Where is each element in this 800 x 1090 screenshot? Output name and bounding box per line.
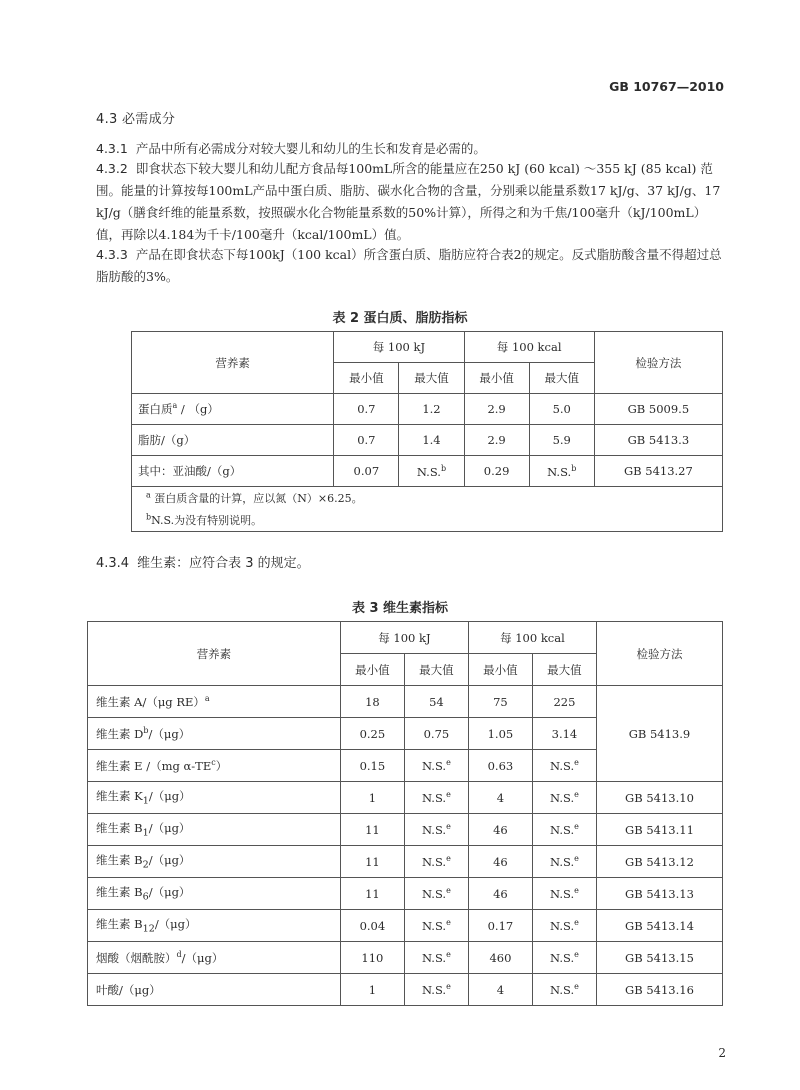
value-cell: N.S.$^e$	[404, 750, 468, 782]
header-max: 最大值	[399, 363, 464, 394]
table-row	[88, 686, 723, 718]
value-cell: N.S.$^e$	[404, 814, 468, 846]
nutrient-cell: 维生素 $B_1/(\mu g)$	[88, 814, 341, 846]
nutrient-cell: 蛋白质$^a$ / （g）	[132, 394, 334, 425]
value-cell: 18	[340, 686, 404, 718]
nutrient-cell: 其中：亚油酸/（g）	[132, 456, 334, 487]
section-title: 4.3 必需成分	[96, 112, 176, 127]
clause-text: 产品中所有必需成分对较大婴儿和幼儿的生长和发育是必需的。	[135, 141, 486, 156]
header-method: 检验方法	[594, 332, 722, 394]
table-row	[132, 394, 723, 425]
value-cell: 4	[468, 782, 532, 814]
header-per-kcal: 每 100 kcal	[464, 332, 594, 363]
value-cell: 11	[340, 878, 404, 910]
value-cell: 0.75	[404, 718, 468, 750]
value-cell: 46	[468, 878, 532, 910]
method-cell: GB 5413.14	[596, 910, 722, 942]
paragraph-4-3-3	[96, 244, 726, 288]
value-cell: 460	[468, 942, 532, 974]
value-cell: 1	[340, 974, 404, 1006]
table-row	[88, 814, 723, 846]
standard-number: GB 10767—2010	[609, 79, 724, 94]
value-cell: 0.7	[334, 394, 399, 425]
nutrient-cell: 维生素 $K_1/(\mu g)$	[88, 782, 341, 814]
method-cell: GB 5413.15	[596, 942, 722, 974]
value-cell: 46	[468, 814, 532, 846]
method-cell: GB 5413.3	[594, 425, 722, 456]
value-cell: N.S.$^e$	[532, 974, 596, 1006]
header-max: 最大值	[532, 654, 596, 686]
nutrient-cell: 维生素 E /（mg $\alpha-TE^c$）	[88, 750, 341, 782]
method-cell: GB 5413.9	[596, 686, 722, 782]
table-row	[132, 425, 723, 456]
value-cell: N.S.$^e$	[404, 974, 468, 1006]
header-per-kcal: 每 100 kcal	[468, 622, 596, 654]
nutrient-cell: 维生素 $B_2/(\mu g)$	[88, 846, 341, 878]
value-cell: 11	[340, 846, 404, 878]
value-cell: N.S.$^e$	[532, 846, 596, 878]
header-max: 最大值	[404, 654, 468, 686]
paragraph-4-3-1	[96, 138, 726, 160]
table-3	[87, 621, 723, 1006]
value-cell: N.S.$^e$	[404, 782, 468, 814]
clause-number: 4.3.4	[96, 556, 130, 571]
value-cell: 0.63	[468, 750, 532, 782]
value-cell: N.S.$^e$	[532, 878, 596, 910]
value-cell: 5.9	[529, 425, 594, 456]
clause-text: 即食状态下较大婴儿和幼儿配方食品每100mL所含的能量应在250 kJ (60 kcal) ～355 kJ (85 kcal) 范围。能量的计算按每100mL产品中蛋白质、脂肪、碳水化合物的含量，分别乘以能量系数17 kJ/g、37 kJ/g、17 kJ/g（膳食纤维的能量系数，按照碳水化合物能量系数的50%计算），所得之和为千焦/100毫升（kJ/100mL）值，再除以4.184为千卡/100毫升（kcal/100mL）值。	[96, 161, 721, 242]
value-cell: 1.05	[468, 718, 532, 750]
table-row	[88, 942, 723, 974]
clause-text: 维生素：应符合表 3 的规定。	[137, 556, 310, 571]
value-cell: N.S.$^e$	[404, 846, 468, 878]
value-cell: N.S.$^b$	[399, 456, 464, 487]
clause-number: 4.3.3	[96, 247, 128, 262]
value-cell: 225	[532, 686, 596, 718]
table-row	[88, 878, 723, 910]
method-cell: GB 5413.16	[596, 974, 722, 1006]
nutrient-cell: 脂肪/（g）	[132, 425, 334, 456]
value-cell: 3.14	[532, 718, 596, 750]
method-cell: GB 5413.11	[596, 814, 722, 846]
nutrient-cell: 维生素 $B_{12}/(\mu g)$	[88, 910, 341, 942]
value-cell: N.S.$^e$	[532, 942, 596, 974]
header-nutrient: 营养素	[132, 332, 334, 394]
value-cell: N.S.$^b$	[529, 456, 594, 487]
nutrient-cell: 烟酸（烟酰胺）$^d$/（μg）	[88, 942, 341, 974]
table-row	[88, 974, 723, 1006]
value-cell: N.S.$^e$	[404, 942, 468, 974]
header-nutrient: 营养素	[88, 622, 341, 686]
value-cell: 1	[340, 782, 404, 814]
page-number: 2	[718, 1046, 726, 1060]
table-2-caption: 表 2 蛋白质、脂肪指标	[332, 311, 468, 326]
value-cell: 0.25	[340, 718, 404, 750]
value-cell: N.S.$^e$	[532, 814, 596, 846]
nutrient-cell: 叶酸/（μg）	[88, 974, 341, 1006]
value-cell: N.S.$^e$	[404, 910, 468, 942]
clause-number: 4.3.1	[96, 141, 128, 156]
value-cell: 1.4	[399, 425, 464, 456]
value-cell: 54	[404, 686, 468, 718]
value-cell: 2.9	[464, 425, 529, 456]
header-min: 最小值	[468, 654, 532, 686]
value-cell: 0.15	[340, 750, 404, 782]
nutrient-cell: 维生素 $D^b/(\mu g)$	[88, 718, 341, 750]
method-cell: GB 5413.12	[596, 846, 722, 878]
nutrient-cell: 维生素 A/（μg RE）$^a$	[88, 686, 341, 718]
table-3-caption: 表 3 维生素指标	[351, 601, 449, 616]
table-row	[132, 456, 723, 487]
header-per-kj: 每 100 kJ	[340, 622, 468, 654]
value-cell: 11	[340, 814, 404, 846]
method-cell: GB 5413.10	[596, 782, 722, 814]
table-note-a: $^a$ 蛋白质含量的计算，应以氮（N）×6.25。	[132, 487, 723, 510]
method-cell: GB 5009.5	[594, 394, 722, 425]
value-cell: 1.2	[399, 394, 464, 425]
value-cell: 5.0	[529, 394, 594, 425]
paragraph-4-3-2	[96, 158, 726, 246]
value-cell: 75	[468, 686, 532, 718]
value-cell: N.S.$^e$	[532, 910, 596, 942]
value-cell: 0.17	[468, 910, 532, 942]
clause-number: 4.3.2	[96, 161, 128, 176]
table-row	[88, 782, 723, 814]
value-cell: 46	[468, 846, 532, 878]
clause-text: 产品在即食状态下每100kJ（100 kcal）所含蛋白质、脂肪应符合表2的规定。反式脂肪酸含量不得超过总脂肪酸的3%。	[96, 247, 722, 284]
table-row	[88, 846, 723, 878]
header-max: 最大值	[529, 363, 594, 394]
value-cell: N.S.$^e$	[532, 750, 596, 782]
table-2	[131, 331, 723, 532]
value-cell: 0.7	[334, 425, 399, 456]
value-cell: N.S.$^e$	[532, 782, 596, 814]
value-cell: 2.9	[464, 394, 529, 425]
value-cell: 110	[340, 942, 404, 974]
method-cell: GB 5413.27	[594, 456, 722, 487]
header-min: 最小值	[464, 363, 529, 394]
header-method: 检验方法	[596, 622, 722, 686]
header-min: 最小值	[340, 654, 404, 686]
value-cell: N.S.$^e$	[404, 878, 468, 910]
table-note-b: $^b$N.S.为没有特别说明。	[132, 509, 723, 532]
header-per-kj: 每 100 kJ	[334, 332, 464, 363]
header-min: 最小值	[334, 363, 399, 394]
value-cell: 0.04	[340, 910, 404, 942]
method-cell: GB 5413.13	[596, 878, 722, 910]
paragraph-4-3-4	[96, 552, 310, 571]
nutrient-cell: 维生素 $B_6/(\mu g)$	[88, 878, 341, 910]
value-cell: 0.29	[464, 456, 529, 487]
table-row	[88, 910, 723, 942]
value-cell: 0.07	[334, 456, 399, 487]
value-cell: 4	[468, 974, 532, 1006]
